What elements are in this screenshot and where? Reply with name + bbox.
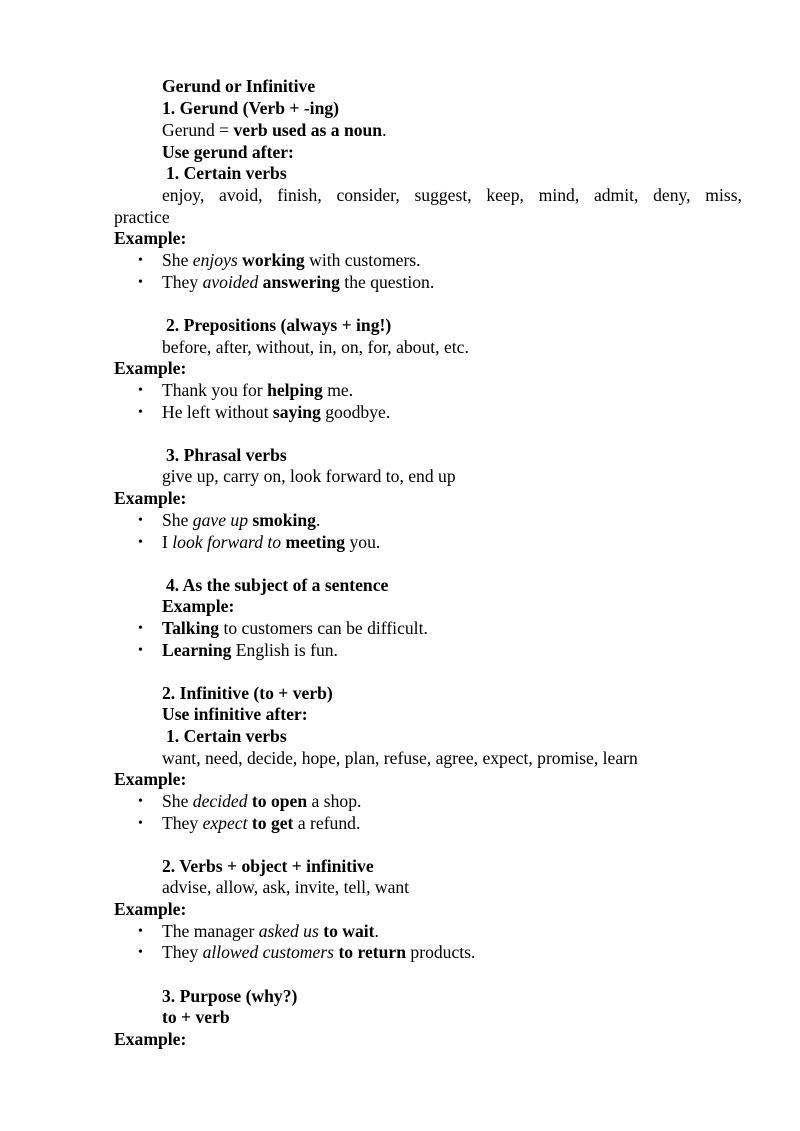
list-item: • Talking to customers can be difficult. [162, 618, 428, 640]
gerund-s1-heading: 1. Certain verbs [166, 163, 287, 183]
list-item: • She gave up smoking. [162, 510, 320, 532]
example-label: Example: [114, 358, 187, 378]
infinitive-s2-list: advise, allow, ask, invite, tell, want [162, 877, 410, 897]
infinitive-s1-heading: 1. Certain verbs [166, 726, 287, 746]
document-title: Gerund or Infinitive [162, 76, 316, 96]
gerund-s3-heading: 3. Phrasal verbs [166, 445, 287, 465]
example-label: Example: [114, 1029, 187, 1049]
gerund-s2-list: before, after, without, in, on, for, about, etc. [162, 337, 469, 357]
gerund-definition: Gerund = verb used as a noun. [162, 120, 387, 140]
list-item: • They allowed customers to return products. [162, 942, 475, 964]
infinitive-s3-formula: to + verb [162, 1007, 230, 1027]
example-label: Example: [114, 769, 187, 789]
example-label: Example: [114, 488, 187, 508]
infinitive-s2-heading: 2. Verbs + object + infinitive [162, 856, 374, 876]
infinitive-use-after: Use infinitive after: [162, 704, 308, 724]
gerund-s2-heading: 2. Prepositions (always + ing!) [166, 315, 392, 335]
list-item: • She decided to open a shop. [162, 791, 361, 813]
example-label: Example: [114, 899, 187, 919]
example-label: Example: [114, 228, 187, 248]
list-item: • They expect to get a refund. [162, 813, 360, 835]
list-item: • Learning English is fun. [162, 640, 338, 662]
list-item: • The manager asked us to wait. [162, 921, 379, 943]
list-item: • I look forward to meeting you. [162, 532, 380, 554]
infinitive-s3-heading: 3. Purpose (why?) [162, 986, 298, 1006]
list-item: • He left without saying goodbye. [162, 402, 390, 424]
gerund-s1-verb-list: enjoy, avoid, finish, consider, suggest, keep, mind, admit, deny, miss, [162, 185, 742, 205]
gerund-use-after: Use gerund after: [162, 142, 294, 162]
gerund-s1-verb-list-wrap: practice [114, 207, 170, 227]
gerund-heading: 1. Gerund (Verb + -ing) [162, 98, 340, 118]
list-item: • Thank you for helping me. [162, 380, 353, 402]
infinitive-heading: 2. Infinitive (to + verb) [162, 683, 333, 703]
list-item: • They avoided answering the question. [162, 272, 434, 294]
example-label: Example: [162, 596, 235, 616]
gerund-s3-list: give up, carry on, look forward to, end up [162, 466, 456, 486]
gerund-s4-heading: 4. As the subject of a sentence [166, 575, 389, 595]
infinitive-s1-list: want, need, decide, hope, plan, refuse, agree, expect, promise, learn [162, 748, 638, 768]
list-item: • She enjoys working with customers. [162, 250, 421, 272]
